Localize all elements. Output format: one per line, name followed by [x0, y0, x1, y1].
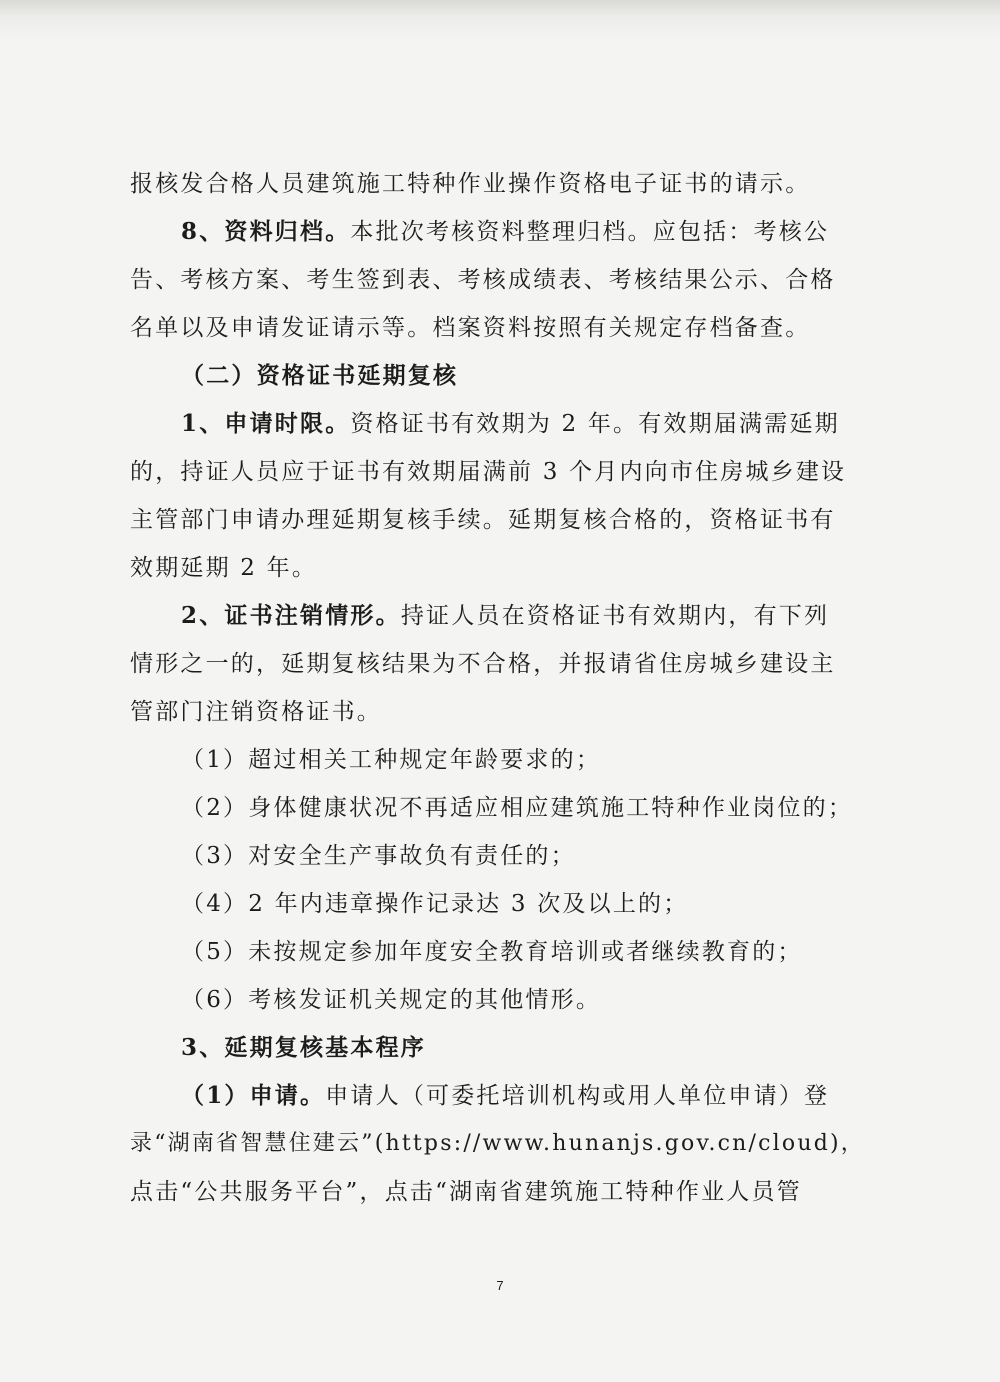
text: 的，持证人员应于证书有效期届满前 3 个月内向市住房城乡建设	[130, 459, 847, 485]
text: 录“湖南省智慧住建云”(https://www.hunanjs.gov.cn/cloud)，	[130, 1131, 865, 1156]
paragraph-line	[130, 1120, 875, 1168]
section-heading	[130, 1024, 875, 1072]
section-heading	[130, 352, 875, 400]
section-heading-inline: 8、资料归档。	[181, 218, 351, 245]
paragraph-line	[130, 544, 875, 592]
section-heading-inline: 1、申请时限。	[181, 410, 351, 437]
paragraph-line	[130, 1072, 875, 1120]
page-number: 7	[496, 1278, 504, 1293]
text: （1）超过相关工种规定年龄要求的；	[181, 747, 602, 773]
paragraph-line	[130, 640, 875, 688]
paragraph-line	[130, 1168, 875, 1216]
paragraph-line	[130, 448, 875, 496]
list-item	[130, 784, 875, 832]
text: 资格证书有效期为 2 年。有效期届满需延期	[350, 411, 840, 437]
text: （二）资格证书延期复核	[181, 362, 459, 389]
text: 效期延期 2 年。	[130, 555, 318, 581]
paragraph-line	[130, 160, 875, 208]
text: 告、考核方案、考生签到表、考核成绩表、考核结果公示、合格	[130, 267, 836, 293]
text: （4）2 年内违章操作记录达 3 次及以上的；	[181, 891, 689, 917]
paragraph-line	[130, 592, 875, 640]
text: 报核发合格人员建筑施工特种作业操作资格电子证书的请示。	[130, 171, 811, 197]
text: 申请人（可委托培训机构或用人单位申请）登	[325, 1083, 830, 1109]
text: 3、延期复核基本程序	[181, 1034, 427, 1061]
list-item	[130, 832, 875, 880]
list-item	[130, 976, 875, 1024]
text: 点击“公共服务平台”，点击“湖南省建筑施工特种作业人员管	[130, 1179, 802, 1205]
text: 名单以及申请发证请示等。档案资料按照有关规定存档备查。	[130, 315, 811, 341]
paragraph-line	[130, 688, 875, 736]
text: 管部门注销资格证书。	[130, 699, 382, 725]
text: （6）考核发证机关规定的其他情形。	[181, 987, 602, 1013]
text: 情形之一的，延期复核结果为不合格，并报请省住房城乡建设主	[130, 651, 836, 677]
list-item	[130, 928, 875, 976]
paragraph-line	[130, 256, 875, 304]
paragraph-line	[130, 400, 875, 448]
text: （2）身体健康状况不再适应相应建筑施工特种作业岗位的；	[181, 795, 854, 821]
text: （3）对安全生产事故负有责任的；	[181, 843, 576, 869]
text: （5）未按规定参加年度安全教育培训或者继续教育的；	[181, 939, 803, 965]
text: 主管部门申请办理延期复核手续。延期复核合格的，资格证书有	[130, 507, 836, 533]
document-body	[130, 160, 875, 1216]
text: 持证人员在资格证书有效期内，有下列	[400, 603, 830, 629]
section-heading-inline: （1）申请。	[181, 1082, 326, 1109]
section-heading-inline: 2、证书注销情形。	[181, 602, 401, 629]
paragraph-line	[130, 208, 875, 256]
list-item	[130, 736, 875, 784]
list-item	[130, 880, 875, 928]
scan-top-edge	[0, 0, 1000, 40]
text: 本批次考核资料整理归档。应包括：考核公	[350, 219, 830, 245]
paragraph-line	[130, 496, 875, 544]
paragraph-line	[130, 304, 875, 352]
